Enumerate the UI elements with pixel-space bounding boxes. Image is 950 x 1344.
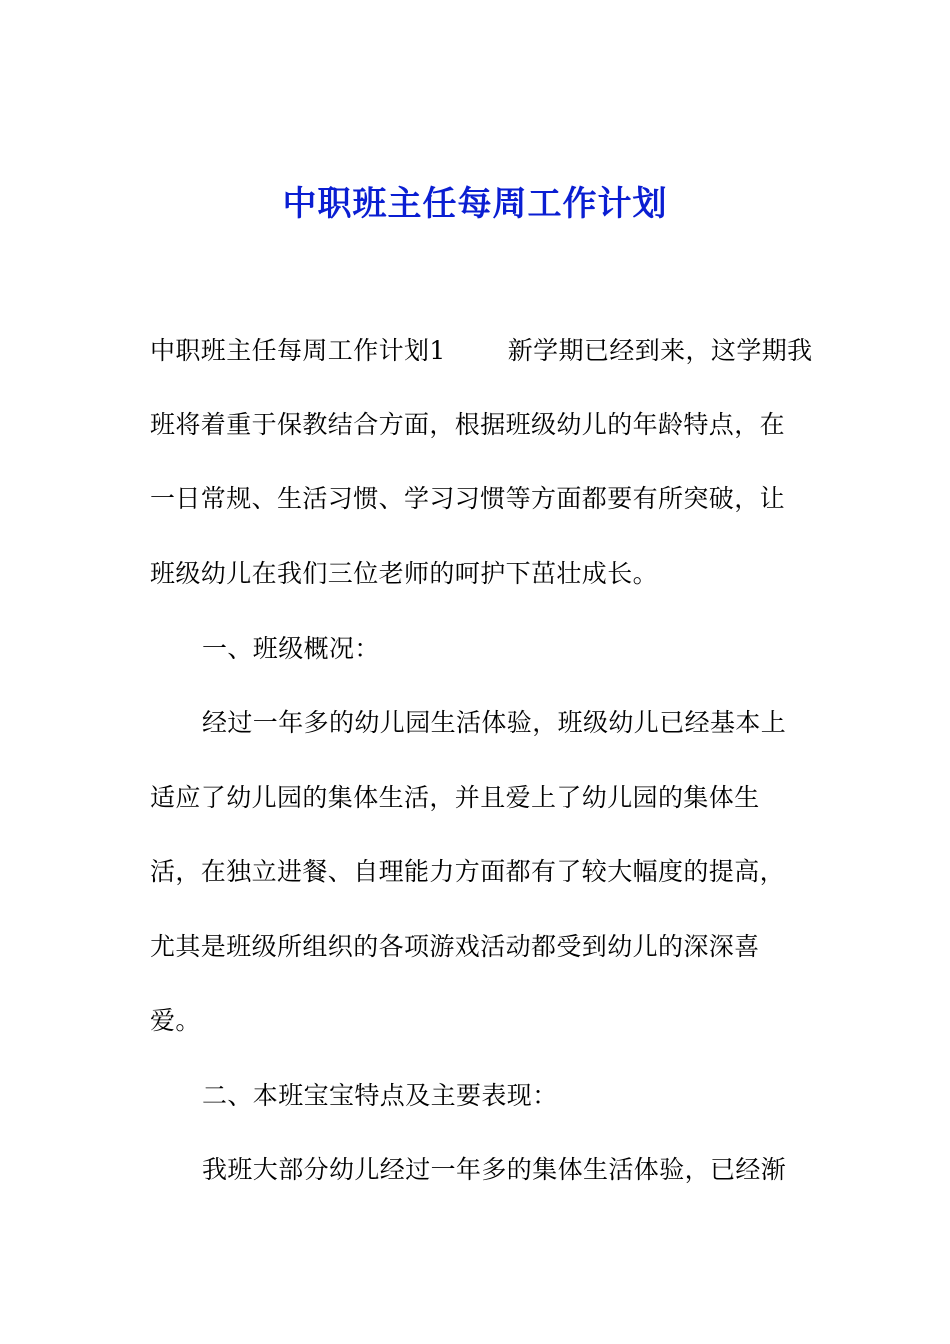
document-title: 中职班主任每周工作计划 xyxy=(282,184,668,224)
paragraph-text: 新学期已经到来，这学期我 xyxy=(507,336,813,365)
paragraph-line: 一日常规、生活习惯、学习习惯等方面都要有所突破，让 xyxy=(150,484,786,513)
paragraph-line xyxy=(150,333,813,369)
section-heading: 二、本班宝宝特点及主要表现： xyxy=(202,1081,558,1110)
plan-heading-text: 中职班主任每周工作计划1 xyxy=(150,336,446,365)
paragraph-line: 爱。 xyxy=(150,1006,201,1035)
section-heading: 一、班级概况： xyxy=(202,634,380,663)
paragraph-line: 尤其是班级所组织的各项游戏活动都受到幼儿的深深喜 xyxy=(150,932,760,961)
paragraph-line: 班将着重于保教结合方面，根据班级幼儿的年龄特点，在 xyxy=(150,410,786,439)
paragraph-line: 我班大部分幼儿经过一年多的集体生活体验，已经渐 xyxy=(202,1155,787,1184)
paragraph-line: 活，在独立进餐、自理能力方面都有了较大幅度的提高， xyxy=(150,857,786,886)
paragraph-line: 经过一年多的幼儿园生活体验，班级幼儿已经基本上 xyxy=(202,708,787,737)
paragraph-line: 适应了幼儿园的集体生活，并且爱上了幼儿园的集体生 xyxy=(150,783,760,812)
paragraph-line: 班级幼儿在我们三位老师的呵护下茁壮成长。 xyxy=(150,559,659,588)
